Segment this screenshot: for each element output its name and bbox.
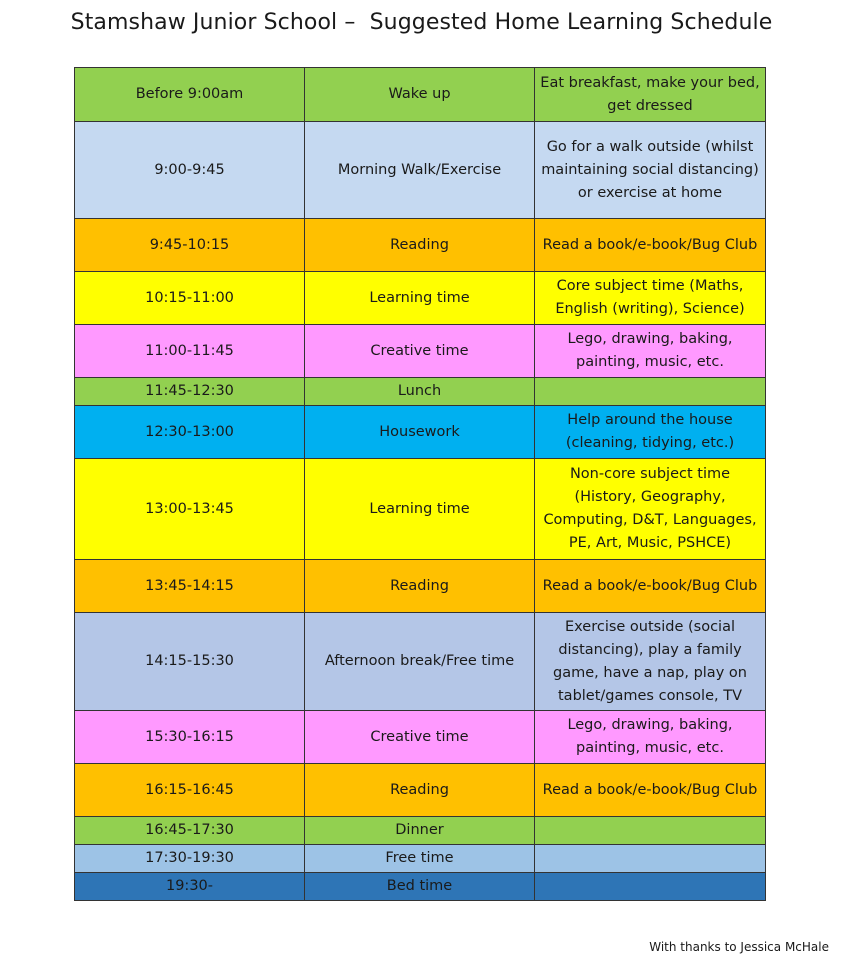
details-cell: Read a book/e-book/Bug Club [535,764,766,817]
schedule-row [75,711,766,764]
activity-cell: Dinner [305,817,535,845]
activity-cell: Learning time [305,272,535,325]
schedule-row [75,459,766,560]
activity-cell: Afternoon break/Free time [305,613,535,711]
time-cell: 13:00-13:45 [75,459,305,560]
activity-cell: Lunch [305,378,535,406]
schedule-row [75,219,766,272]
time-cell: 16:45-17:30 [75,817,305,845]
schedule-row [75,272,766,325]
schedule-body [75,68,766,901]
schedule-row [75,845,766,873]
details-cell: Eat breakfast, make your bed, get dressed [535,68,766,122]
details-cell: Exercise outside (social distancing), play a family game, have a nap, play on tablet/games console, TV [535,613,766,711]
activity-cell: Reading [305,764,535,817]
activity-cell: Creative time [305,711,535,764]
details-cell: Lego, drawing, baking, painting, music, etc. [535,711,766,764]
schedule-row [75,817,766,845]
details-cell: Go for a walk outside (whilst maintaining social distancing) or exercise at home [535,122,766,219]
time-cell: 19:30- [75,873,305,901]
page-title: Stamshaw Junior School – Suggested Home Learning Schedule [70,10,773,35]
activity-cell: Morning Walk/Exercise [305,122,535,219]
schedule-row [75,560,766,613]
time-cell: Before 9:00am [75,68,305,122]
details-cell: Non-core subject time (History, Geography, Computing, D&T, Languages, PE, Art, Music, PSHCE) [535,459,766,560]
schedule-row [75,764,766,817]
details-cell [535,378,766,406]
schedule-row [75,873,766,901]
schedule-table [74,67,766,901]
details-cell [535,817,766,845]
time-cell: 14:15-15:30 [75,613,305,711]
details-cell [535,873,766,901]
time-cell: 9:45-10:15 [75,219,305,272]
activity-cell: Free time [305,845,535,873]
details-cell: Read a book/e-book/Bug Club [535,560,766,613]
schedule-row [75,406,766,459]
time-cell: 13:45-14:15 [75,560,305,613]
time-cell: 15:30-16:15 [75,711,305,764]
activity-cell: Creative time [305,325,535,378]
time-cell: 17:30-19:30 [75,845,305,873]
time-cell: 11:45-12:30 [75,378,305,406]
time-cell: 9:00-9:45 [75,122,305,219]
activity-cell: Housework [305,406,535,459]
details-cell: Core subject time (Maths, English (writing), Science) [535,272,766,325]
schedule-row [75,325,766,378]
credit-note: With thanks to Jessica McHale [649,940,829,954]
activity-cell: Bed time [305,873,535,901]
time-cell: 12:30-13:00 [75,406,305,459]
details-cell [535,845,766,873]
details-cell: Help around the house (cleaning, tidying, etc.) [535,406,766,459]
schedule-row [75,613,766,711]
details-cell: Lego, drawing, baking, painting, music, etc. [535,325,766,378]
activity-cell: Reading [305,560,535,613]
schedule-row [75,378,766,406]
details-cell: Read a book/e-book/Bug Club [535,219,766,272]
activity-cell: Learning time [305,459,535,560]
time-cell: 16:15-16:45 [75,764,305,817]
schedule-row [75,122,766,219]
time-cell: 10:15-11:00 [75,272,305,325]
activity-cell: Reading [305,219,535,272]
activity-cell: Wake up [305,68,535,122]
schedule-row [75,68,766,122]
time-cell: 11:00-11:45 [75,325,305,378]
